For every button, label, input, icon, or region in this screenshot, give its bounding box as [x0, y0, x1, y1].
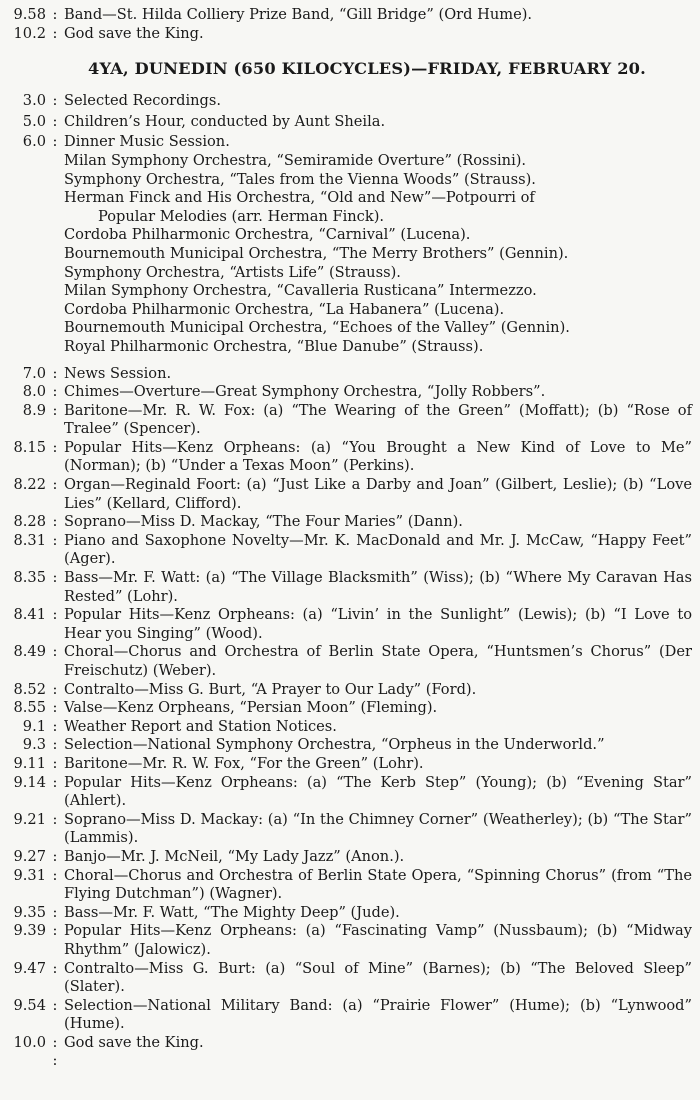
entry-time: 9.35 — [13, 903, 46, 921]
entry-text — [64, 1052, 692, 1071]
entry-text: Popular Hits—Kenz Orpheans: (a) “Livin’ in the Sunlight” (Lewis); (b) “I Love to Hear you Singing” (Wood). — [64, 606, 692, 642]
entry-text: Popular Hits—Kenz Orpheans: (a) “Fascinating Vamp” (Nussbaum); (b) “Midway Rhythm” (Jalowicz). — [64, 922, 692, 958]
entry-time: 8.55 — [13, 699, 46, 717]
programme-entry — [2, 699, 692, 718]
entry-separator: : — [52, 569, 58, 587]
entry-separator: : — [52, 133, 58, 151]
entry-time: 10.2 — [13, 24, 46, 42]
entry-time: 9.3 — [22, 736, 46, 754]
programme-entry — [2, 439, 692, 476]
programme-entry — [2, 643, 692, 680]
entry-time: 7.0 — [22, 364, 46, 382]
programme-entry — [2, 681, 692, 700]
entry-time: 8.35 — [13, 569, 46, 587]
entry-time: 8.52 — [13, 680, 46, 698]
entry-text: Selected Recordings. — [64, 92, 222, 110]
programme-entry — [2, 960, 692, 997]
programme-entry — [2, 755, 692, 774]
entry-text: Organ—Reginald Foort: (a) “Just Like a Darby and Joan” (Gilbert, Leslie); (b) “Love Lies” (Kellard, Clifford). — [64, 476, 692, 512]
entry-text: Chimes—Overture—Great Symphony Orchestra, “Jolly Robbers”. — [64, 383, 546, 401]
evening-section — [2, 365, 692, 1072]
dinner-music-line: Milan Symphony Orchestra, “Semiramide Overture” (Rossini). — [64, 151, 527, 169]
entry-separator: : — [52, 606, 58, 624]
entry-separator: : — [52, 438, 58, 456]
programme-entry — [2, 25, 692, 44]
entry-separator: : — [52, 92, 58, 110]
entry-separator: : — [52, 531, 58, 549]
entry-time: 9.1 — [22, 717, 46, 735]
dinner-music-line: Cordoba Philharmonic Orchestra, “La Habanera” (Lucena). — [64, 300, 505, 318]
entry-text: Baritone—Mr. R. W. Fox: (a) “The Wearing of the Green” (Moffatt); (b) “Rose of Tralee” (Spencer). — [64, 401, 692, 438]
programme-entry — [2, 1052, 692, 1071]
programme-entry — [2, 569, 692, 606]
entry-text: Popular Hits—Kenz Orpheans: (a) “The Kerb Step” (Young); (b) “Evening Star” (Ahlert). — [64, 773, 692, 810]
entry-separator: : — [52, 903, 58, 921]
entry-separator: : — [52, 513, 58, 531]
entry-separator: : — [52, 810, 58, 828]
entry-separator: : — [52, 112, 58, 130]
entry-text: Bass—Mr. F. Watt, “The Mighty Deep” (Jude). — [64, 903, 400, 921]
entry-separator: : — [52, 699, 58, 717]
programme-entry — [2, 6, 692, 25]
entry-separator: : — [52, 922, 58, 940]
programme-entry — [2, 997, 692, 1034]
entry-text: Choral—Chorus and Orchestra of Berlin State Opera, “Spinning Chorus” (from “The Flying Dutchman”) (Wagner). — [64, 866, 692, 903]
programme-entry — [2, 1034, 692, 1053]
entry-text: Choral—Chorus and Orchestra of Berlin State Opera, “Huntsmen’s Chorus” (Der Freischutz) (Weber). — [64, 643, 692, 679]
programme-entry — [2, 513, 692, 532]
entry-separator: : — [52, 847, 58, 865]
entry-text: Bass—Mr. F. Watt: (a) “The Village Blacksmith” (Wiss); (b) “Where My Caravan Has Rested” (Lohr). — [64, 569, 692, 605]
programme-entry — [2, 904, 692, 923]
entry-time: 9.31 — [13, 866, 46, 884]
programme-entry — [2, 113, 692, 132]
entry-separator: : — [52, 1033, 58, 1051]
entry-separator: : — [52, 643, 58, 661]
dinner-music-line: Popular Melodies (arr. Herman Finck). — [98, 207, 385, 225]
programme-entry — [2, 718, 692, 737]
programme-entry — [2, 922, 692, 959]
programme-entry — [2, 774, 692, 811]
entry-text: Piano and Saxophone Novelty—Mr. K. MacDonald and Mr. J. McCaw, “Happy Feet” (Ager). — [64, 531, 692, 568]
entry-text: Children’s Hour, conducted by Aunt Sheila. — [64, 112, 386, 130]
programme-entry — [2, 867, 692, 904]
entry-separator: : — [52, 736, 58, 754]
entry-separator: : — [52, 959, 58, 977]
entry-time: 3.0 — [22, 92, 46, 110]
entry-text: Band—St. Hilda Colliery Prize Band, “Gill Bridge” (Ord Hume). — [64, 6, 533, 23]
entry-time: 8.15 — [13, 438, 46, 456]
programme-entry — [2, 402, 692, 439]
dinner-music-list — [2, 152, 692, 357]
dinner-music-line: Cordoba Philharmonic Orchestra, “Carnival” (Lucena). — [64, 226, 471, 244]
entry-text: Contralto—Miss G. Burt: (a) “Soul of Mine” (Barnes); (b) “The Beloved Sleep” (Slater). — [64, 959, 692, 996]
entry-time: 9.14 — [13, 773, 46, 791]
entry-time: 9.47 — [13, 959, 46, 977]
entry-text: God save the King. — [64, 24, 204, 42]
early-section — [2, 92, 692, 152]
programme-entry — [2, 365, 692, 384]
entry-time: 8.41 — [13, 606, 46, 624]
entry-time: 8.28 — [13, 513, 46, 531]
entry-time: 9.27 — [13, 847, 46, 865]
entry-time: 8.31 — [13, 531, 46, 549]
entry-text: Dinner Music Session. — [64, 133, 230, 151]
entry-text: Valse—Kenz Orpheans, “Persian Moon” (Fleming). — [64, 699, 438, 717]
programme-entry — [2, 476, 692, 513]
programme-entry — [2, 736, 692, 755]
entry-text: Soprano—Miss D. Mackay, “The Four Maries” (Dann). — [64, 513, 463, 531]
entry-text: Selection—National Military Band: (a) “Prairie Flower” (Hume); (b) “Lynwood” (Hume). — [64, 996, 692, 1033]
entry-time: 10.0 — [13, 1033, 46, 1051]
entry-separator: : — [52, 773, 58, 791]
programme-entry — [2, 133, 692, 152]
entry-time: 8.9 — [22, 401, 46, 419]
entry-separator: : — [52, 6, 58, 23]
programme-entry — [2, 811, 692, 848]
top-section — [2, 6, 692, 43]
dinner-music-line: Bournemouth Municipal Orchestra, “Echoes of the Valley” (Gennin). — [64, 319, 570, 337]
entry-separator: : — [52, 866, 58, 884]
entry-time: 8.49 — [13, 643, 46, 661]
entry-text: Weather Report and Station Notices. — [64, 717, 337, 735]
entry-text: God save the King. — [64, 1033, 204, 1051]
programme-entry — [2, 532, 692, 569]
entry-separator: : — [52, 24, 58, 42]
entry-time: 9.11 — [13, 754, 46, 772]
entry-separator: : — [52, 1052, 58, 1070]
entry-time: 5.0 — [22, 112, 46, 130]
entry-time: 9.54 — [13, 996, 46, 1014]
entry-separator: : — [52, 680, 58, 698]
entry-separator: : — [52, 754, 58, 772]
dinner-music-line: Symphony Orchestra, “Tales from the Vienna Woods” (Strauss). — [64, 170, 536, 188]
entry-time: 6.0 — [22, 133, 46, 151]
entry-separator: : — [52, 996, 58, 1014]
entry-text: Selection—National Symphony Orchestra, “Orpheus in the Underworld.” — [64, 736, 605, 754]
entry-time — [2, 1052, 46, 1071]
entry-separator: : — [52, 383, 58, 401]
entry-time: 8.0 — [22, 383, 46, 401]
entry-time: 8.22 — [13, 476, 46, 494]
programme-entry — [2, 92, 692, 111]
entry-text: Popular Hits—Kenz Orpheans: (a) “You Brought a New Kind of Love to Me” (Norman); (b) “Under a Texas Moon” (Perkins). — [64, 438, 692, 475]
entry-time: 9.21 — [13, 810, 46, 828]
dinner-music-line: Symphony Orchestra, “Artists Life” (Strauss). — [64, 263, 401, 281]
entry-text: Baritone—Mr. R. W. Fox, “For the Green” (Lohr). — [64, 754, 424, 772]
programme-entry — [2, 848, 692, 867]
station-heading: 4YA, DUNEDIN (650 KILOCYCLES)—FRIDAY, FEBRUARY 20. — [88, 59, 646, 79]
dinner-music-line: Royal Philharmonic Orchestra, “Blue Danube” (Strauss). — [64, 337, 484, 355]
entry-separator: : — [52, 717, 58, 735]
programme-entry — [2, 383, 692, 402]
entry-separator: : — [52, 476, 58, 494]
entry-time: 9.39 — [13, 922, 46, 940]
entry-separator: : — [52, 401, 58, 419]
entry-text: Contralto—Miss G. Burt, “A Prayer to Our Lady” (Ford). — [64, 680, 477, 698]
entry-text: Banjo—Mr. J. McNeil, “My Lady Jazz” (Anon.). — [64, 847, 405, 865]
entry-time: 9.58 — [13, 6, 46, 23]
entry-text: Soprano—Miss D. Mackay: (a) “In the Chimney Corner” (Weatherley); (b) “The Star” (Lammis). — [64, 810, 692, 847]
programme-entry — [2, 606, 692, 643]
entry-text: News Session. — [64, 364, 172, 382]
dinner-music-line: Herman Finck and His Orchestra, “Old and New”—Potpourri of — [64, 189, 535, 207]
dinner-music-line: Bournemouth Municipal Orchestra, “The Merry Brothers” (Gennin). — [64, 244, 569, 262]
entry-separator: : — [52, 364, 58, 382]
dinner-music-line: Milan Symphony Orchestra, “Cavalleria Rusticana” Intermezzo. — [64, 282, 537, 300]
